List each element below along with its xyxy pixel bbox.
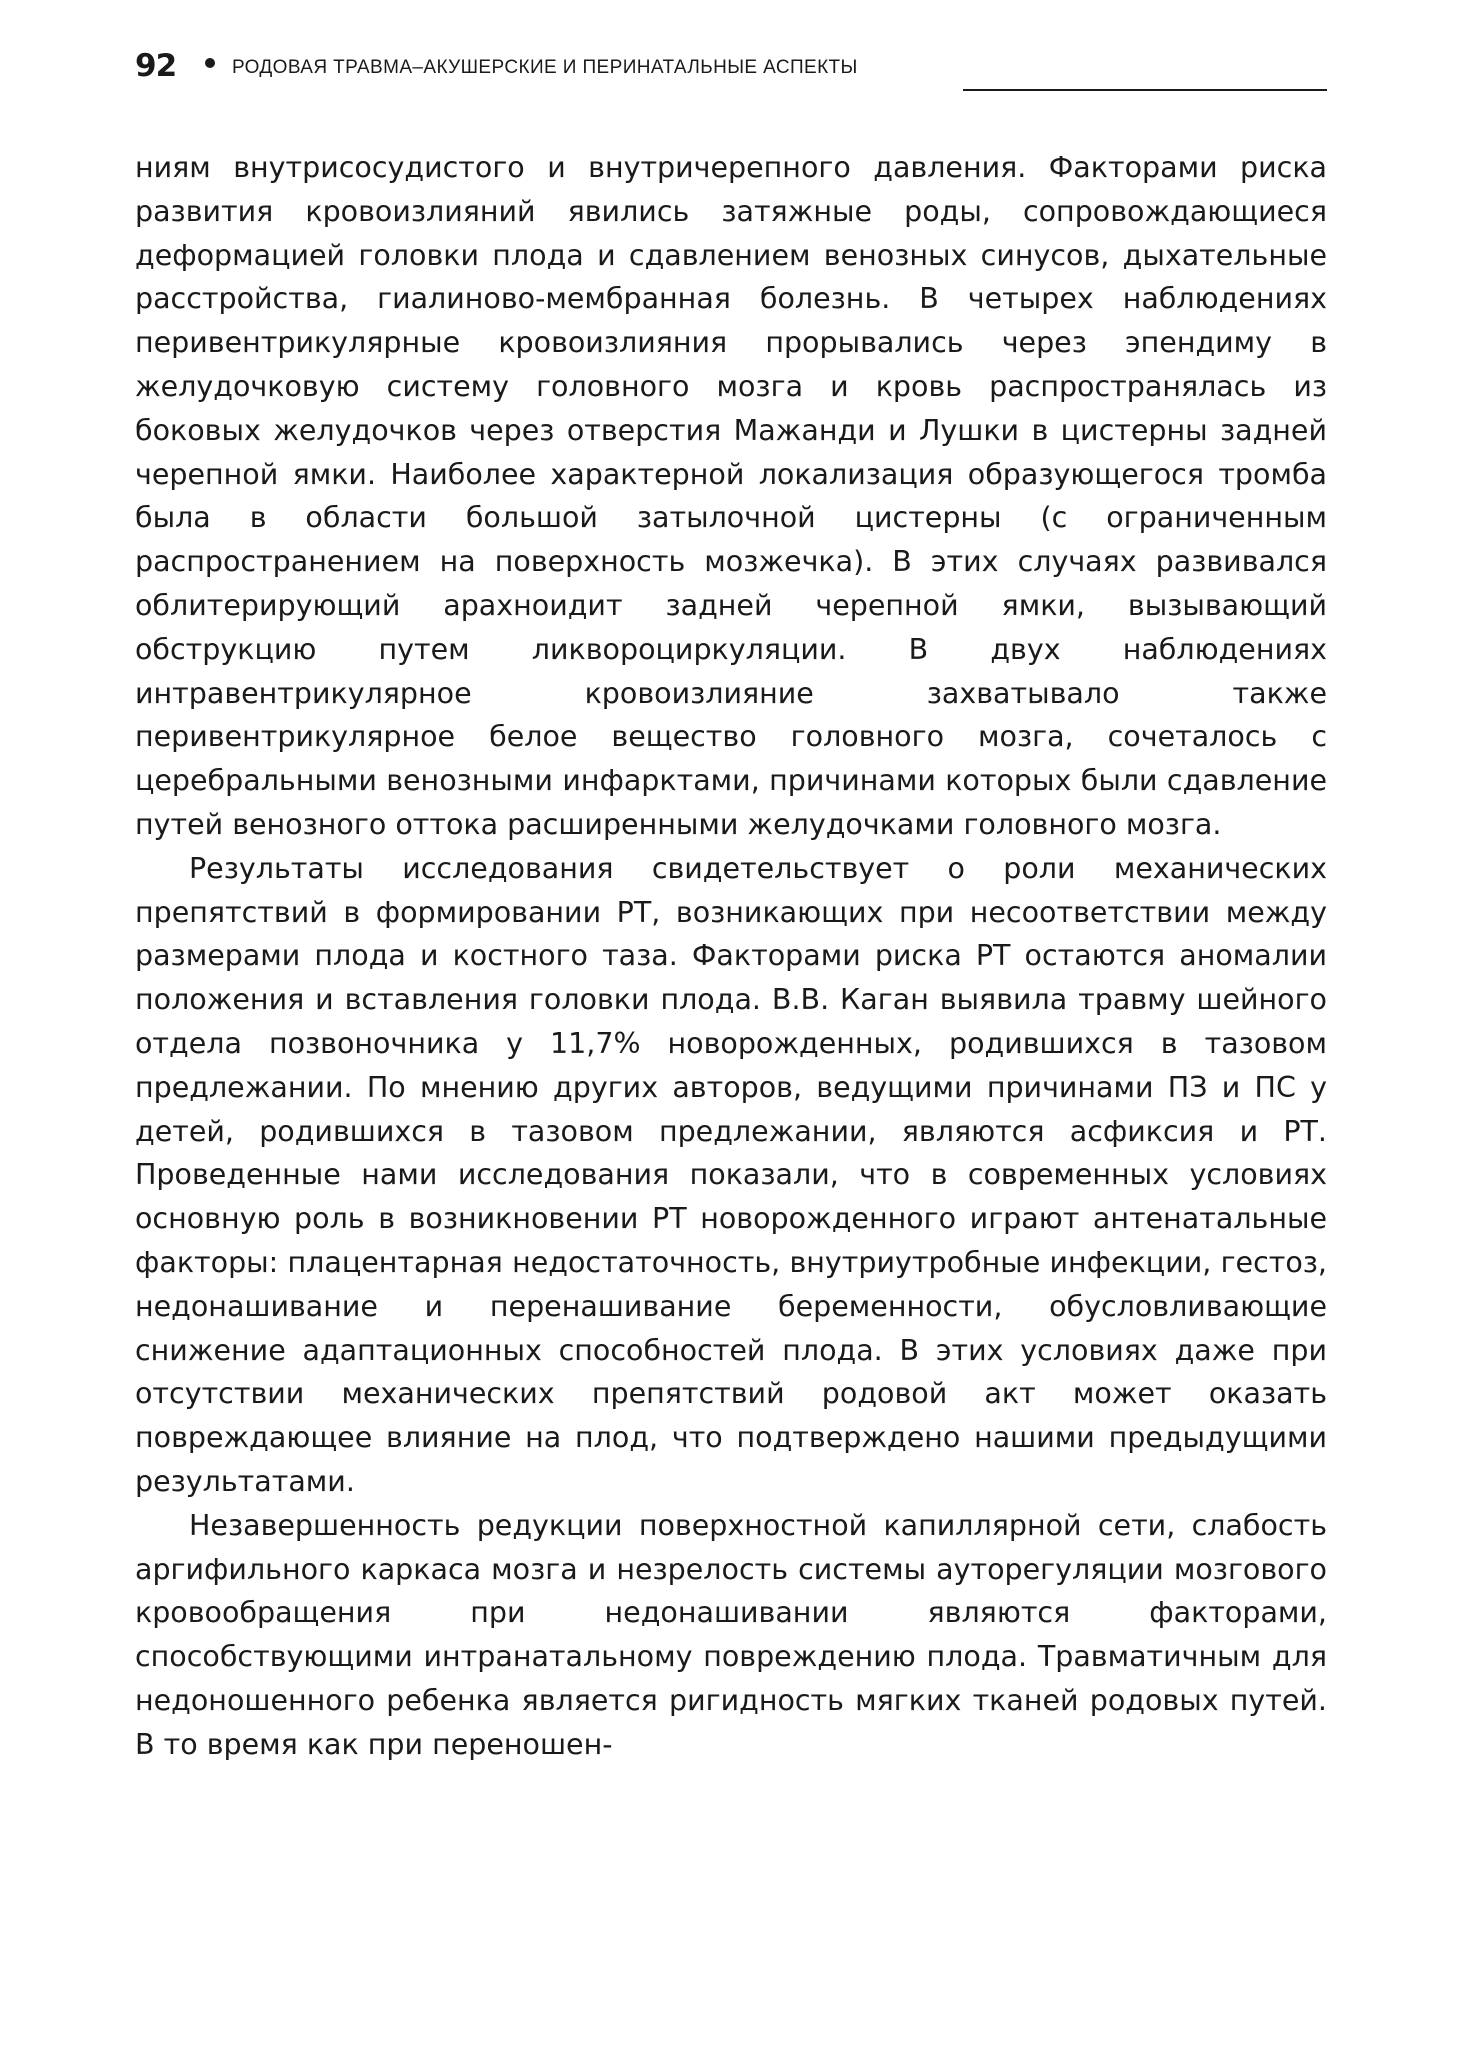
- header-rule: [963, 89, 1327, 91]
- bullet-icon: [205, 58, 215, 68]
- paragraph: Незавершенность редукции поверхностной капиллярной сети, слабость аргифильного каркаса мозга и незрелость системы ауторегуляции мозгового кровообращения при недонашивании являются факторами, способствующими интранатальному повреждению плода. Травматичным для недоношенного ребенка является ригидность мягких тканей родовых путей. В то время как при переношен-: [135, 1508, 1327, 1761]
- paragraph: Результаты исследования свидетельствует о роли механических препятствий в формировании РТ, возникающих при несоответствии между размерами плода и костного таза. Факторами риска РТ остаются аномалии положения и вставления головки плода. В.В. Каган выявила травму шейного отдела позвоночника у 11,7% новорожденных, родившихся в тазовом предлежании. По мнению других авторов, ведущими причинами ПЗ и ПС у детей, родившихся в тазовом предлежании, являются асфиксия и РТ. Проведенные нами исследования показали, что в современных условиях основную роль в возникновении РТ новорожденного играют антенатальные факторы: плацентарная недостаточность, внутриутробные инфекции, гестоз, недонашивание и перенашивание беременности, обусловливающие снижение адаптационных способностей плода. В этих условиях даже при отсутствии механических препятствий родовой акт может оказать повреждающее влияние на плод, что подтверждено нашими предыдущими результатами.: [135, 851, 1327, 1498]
- paragraph-continued: ниям внутрисосудистого и внутричерепного давления. Факторами риска развития кровоизлияний явились затяжные роды, сопровождающиеся деформацией головки плода и сдавлением венозных синусов, дыхательные расстройства, гиалиново-мембранная болезнь. В четырех наблюдениях перивентрикулярные кровоизлияния прорывались через эпендиму в желудочковую систему головного мозга и кровь распространялась из боковых желудочков через отверстия Мажанди и Лушки в цистерны задней черепной ямки. Наиболее характерной локализация образующегося тромба была в области большой затылочной цистерны (с ограниченным распространением на поверхность мозжечка). В этих случаях развивался облитерирующий арахноидит задней черепной ямки, вызывающий обструкцию путем ликвороциркуляции. В двух наблюдениях интравентрикулярное кровоизлияние захватывало также перивентрикулярное белое вещество головного мозга, сочеталось с церебральными венозными инфарктами, причинами которых были сдавление путей венозного оттока расширенными желудочками головного мозга.: [135, 151, 1327, 841]
- running-title: РОДОВАЯ ТРАВМА–АКУШЕРСКИЕ И ПЕРИНАТАЛЬНЫЕ АСПЕКТЫ: [232, 57, 858, 78]
- page-number: 92: [135, 48, 177, 84]
- body-text: [135, 146, 1327, 1766]
- page-header: [135, 48, 1327, 92]
